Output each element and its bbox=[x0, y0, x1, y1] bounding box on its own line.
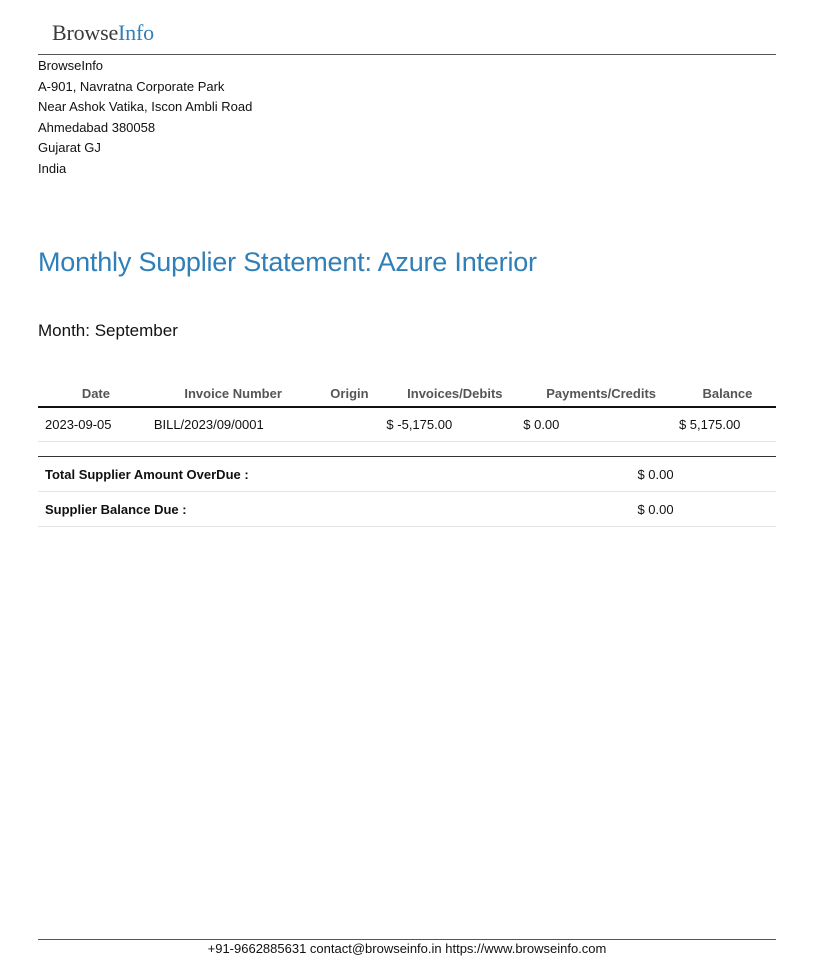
cell-invoice-number: BILL/2023/09/0001 bbox=[154, 407, 313, 442]
header-invoices-debits: Invoices/Debits bbox=[386, 380, 523, 407]
address-line: Near Ashok Vatika, Iscon Ambli Road bbox=[38, 99, 253, 114]
cell-balance: $ 5,175.00 bbox=[679, 407, 776, 442]
address-line: India bbox=[38, 160, 67, 176]
header-invoice-number: Invoice Number bbox=[154, 380, 313, 407]
statement-lines-table bbox=[38, 380, 776, 442]
balance-due-label: Supplier Balance Due : bbox=[38, 492, 637, 527]
cell-origin bbox=[312, 407, 386, 442]
balance-due-value: $ 0.00 bbox=[637, 492, 776, 527]
header-payments-credits: Payments/Credits bbox=[523, 380, 679, 407]
header-origin: Origin bbox=[312, 380, 386, 407]
company-logo bbox=[52, 20, 154, 46]
address-line: Ahmedabad 380058 bbox=[38, 119, 156, 135]
total-overdue-row bbox=[38, 457, 776, 492]
header-date: Date bbox=[38, 380, 154, 407]
header-balance: Balance bbox=[679, 380, 776, 407]
footer-divider bbox=[38, 939, 776, 940]
company-address bbox=[38, 56, 252, 179]
cell-credits: $ 0.00 bbox=[523, 407, 679, 442]
balance-due-row bbox=[38, 492, 776, 527]
header-divider bbox=[38, 54, 776, 55]
cell-date: 2023-09-05 bbox=[38, 407, 154, 442]
address-line: A-901, Navratna Corporate Park bbox=[38, 78, 225, 94]
cell-debits: $ -5,175.00 bbox=[386, 407, 523, 442]
statement-totals-table bbox=[38, 456, 776, 527]
statement-title: Monthly Supplier Statement: Azure Interior bbox=[38, 247, 537, 277]
total-overdue-label: Total Supplier Amount OverDue : bbox=[38, 457, 637, 492]
total-overdue-value: $ 0.00 bbox=[637, 457, 776, 492]
footer-contact: +91-9662885631 contact@browseinfo.in https://www.browseinfo.com bbox=[207, 941, 607, 956]
logo-text-browse: Browse bbox=[52, 20, 119, 45]
table-row bbox=[38, 407, 776, 442]
statement-month: Month: September bbox=[38, 321, 178, 340]
address-line: Gujarat GJ bbox=[38, 140, 101, 155]
company-name: BrowseInfo bbox=[38, 58, 104, 73]
table-header-row bbox=[38, 380, 776, 407]
logo-text-info: Info bbox=[118, 20, 154, 45]
